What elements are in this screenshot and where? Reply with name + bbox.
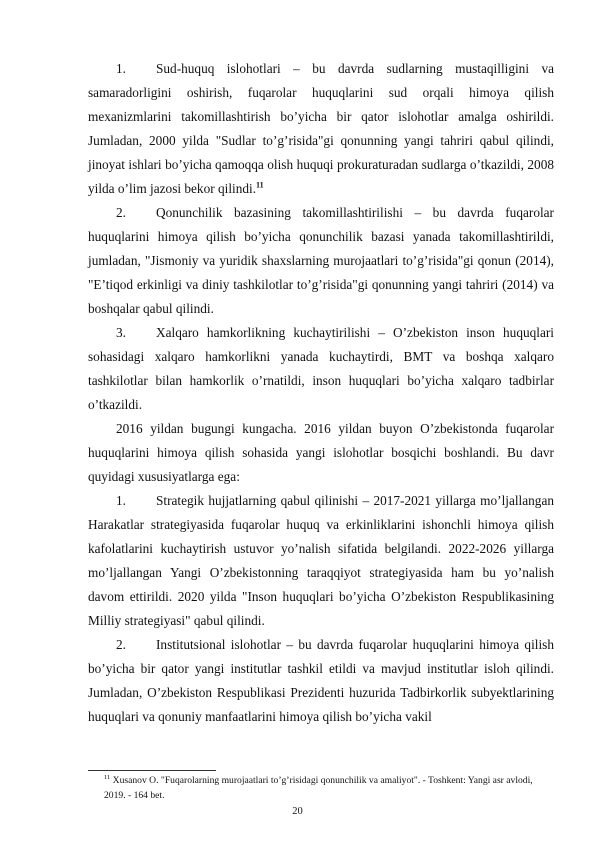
paragraph-item-4 [88,489,554,633]
list-number: 1. [116,493,126,508]
paragraph-text: Strategik hujjatlarning qabul qilinishi – 2017-2021 yillarga mo’ljallangan Harakatlar strategiyasida fuqarolar huquq va erkinliklarini ishonchli himoya qilish kafolatlarini kuchaytirish ustuvor yo’nalish sifatida belgilandi. 2022-2026 yillarga mo’ljallangan Yangi O’zbekistonning taraqqiyot strategiyasida ham bu yo’nalish davom ettirildi. 2020 yilda "Inson huquqlari bo’yicha O’zbekiston Respublikasining Milliy strategiyasi" qabul qilindi. [88,493,554,628]
footnote [104,774,554,803]
paragraph-intro [88,417,554,489]
paragraph-item-3 [88,321,554,417]
page-number: 20 [292,806,303,817]
paragraph-text: Xalqaro hamkorlikning kuchaytirilishi – O’zbekiston inson huquqlari sohasidagi xalqaro hamkorlikni yanada kuchaytirdi, BMT va boshqa xalqaro tashkilotlar bilan hamkorlik o’rnatildi, inson huquqlari bo’yicha xalqaro tadbirlar o’tkazildi. [88,325,554,412]
paragraph-item-5 [88,633,554,729]
list-number: 1. [116,61,126,76]
list-number: 2. [116,637,126,652]
footnote-reference[interactable]: 11 [256,180,264,190]
paragraph-text: 2016 yildan bugungi kungacha. 2016 yildan buyon O’zbekistonda fuqarolar huquqlarini himoya qilish sohasida yangi islohotlar bosqichi boshlandi. Bu davr quyidagi xususiyatlarga ega: [88,421,554,484]
list-number: 2. [116,205,126,220]
paragraph-text: Qonunchilik bazasining takomillashtirilishi – bu davrda fuqarolar huquqlarini himoya qilish bo’yicha qonunchilik bazasi yanada takomillashtirildi, jumladan, "Jismoniy va yuridik shaxslarning murojaatlari to’g’risida"gi qonun (2014), "E’tiqod erkinligi va diniy tashkilotlar to’g’risida"gi qonunning yangi tahriri (2014) va boshqalar qabul qilindi. [88,205,554,316]
list-number: 3. [116,325,126,340]
paragraph-item-2 [88,201,554,321]
paragraph-text: Institutsional islohotlar – bu davrda fuqarolar huquqlarini himoya qilish bo’yicha bir qator yangi institutlar tashkil etildi va mavjud institutlar isloh qilindi. Jumladan, O’zbekiston Respublikasi Prezidenti huzurida Tadbirkorlik subyektlarining huquqlari va qonuniy manfaatlarini himoya qilish bo’yicha vakil [88,637,554,724]
footnote-number: 11 [104,773,111,781]
paragraph-item-1 [88,57,554,201]
paragraph-text: Sud-huquq islohotlari – bu davrda sudlarning mustaqilligini va samaradorligini oshirish, fuqarolar huquqlarini sud orqali himoya qilish mexanizmlarini takomillashtirish bo’yicha bir qator islohotlar amalga oshirildi. Jumladan, 2000 yilda "Sudlar to’g’risida"gi qonunning yangi tahriri qabul qilindi, jinoyat ishlari bo’yicha qamoqqa olish huquqi prokuraturadan sudlarga o’tkazildi, 2008 yilda o’lim jazosi bekor qilindi. [88,61,554,196]
footnote-separator [88,770,216,771]
footnote-text: Xusanov O. "Fuqarolarning murojaatlari to’g’risidagi qonunchilik va amaliyot". - Toshkent: Yangi asr avlodi, 2019. - 164 bet. [104,775,533,801]
